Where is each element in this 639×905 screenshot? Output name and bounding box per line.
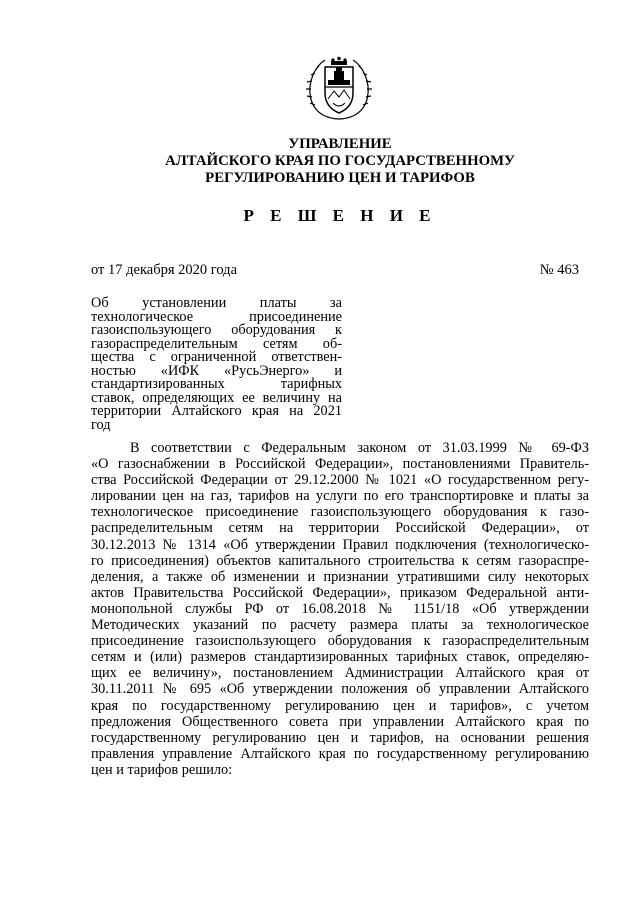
agency-heading-line-1: УПРАВЛЕНИЕ [288, 136, 392, 152]
paragraph-line: сетям и (или) размеров стандартизированных тарифных ставок, определяю- [91, 649, 589, 666]
subject-line: территории Алтайского края на 2021 [91, 403, 342, 419]
paragraph-line: «О газоснабжении в Российской Федерации», постановлениями Правитель- [91, 456, 589, 473]
paragraph-line: предложения Общественного совета при управлении Алтайского края по [91, 713, 589, 730]
subject-line: технологическое присоединение [91, 308, 342, 325]
decision-preamble [91, 440, 589, 778]
paragraph-line: актов Правительства Российской Федерации», приказом Федеральной анти- [91, 584, 589, 601]
subject-line: газоиспользующего оборудования к [91, 322, 342, 338]
paragraph-line: присоединение газоиспользующего оборудования к газораспределительным [91, 633, 589, 650]
paragraph-line: монопольной службы РФ от 16.08.2018 № 1151/18 «Об утверждении [91, 600, 589, 617]
coat-of-arms-icon [303, 53, 375, 123]
paragraph-line: технологическое присоединение газоиспользующего оборудования к газо- [91, 504, 589, 521]
agency-heading [60, 136, 620, 187]
subject-line: ностью «ИФК «РусьЭнерго» и [91, 362, 342, 379]
subject-line: стандартизированных тарифных [91, 376, 342, 392]
paragraph-line: цен и тарифов решило: [91, 761, 233, 778]
paragraph-line: го присоединения) объектов капитального строительства к сетям газораспре- [91, 552, 589, 569]
document-title: Р Е Ш Е Н И Е [243, 206, 437, 225]
document-number: № 463 [539, 262, 579, 278]
paragraph-line: Методических указаний по расчету размера платы за технологическое [91, 617, 589, 634]
paragraph-line: деления, а также об изменении и признании утратившими силу некоторых [91, 568, 589, 585]
paragraph-line: В соответствии с Федеральным законом от 31.03.1999 № 69-ФЗ [130, 440, 589, 456]
paragraph-line: 30.12.2013 № 1314 «Об утверждении Правил подключения (технологическо- [91, 536, 589, 553]
paragraph-line: края по государственному регулированию цен и тарифов», с учетом [91, 697, 589, 714]
subject-block [91, 297, 342, 432]
paragraph-line: распределительным сетям на территории Российской Федерации», от [91, 520, 589, 537]
subject-line: год [91, 416, 111, 433]
agency-heading-line-3: РЕГУЛИРОВАНИЮ ЦЕН И ТАРИФОВ [205, 170, 475, 186]
subject-line: Об установлении платы за [91, 295, 342, 311]
subject-line: ставок, определяющих ее величину на [91, 389, 342, 406]
paragraph-line: ства Российской Федерации от 29.12.2000 № 1021 «О государственном регу- [91, 472, 589, 489]
agency-heading-line-2: АЛТАЙСКОГО КРАЯ ПО ГОСУДАРСТВЕННОМУ [165, 153, 515, 169]
paragraph-line: правления управление Алтайского края по государственному регулированию [91, 745, 589, 762]
subject-line: газораспределительным сетям об- [91, 335, 342, 352]
paragraph-line: щих ее величину», постановлением Администрации Алтайского края от [91, 665, 589, 682]
paragraph-line: 30.11.2011 № 695 «Об утверждении положения об управлении Алтайского [91, 681, 589, 698]
paragraph-line: государственному регулированию цен и тарифов, на основании решения [91, 729, 589, 746]
subject-line: щества с ограниченной ответствен- [91, 349, 342, 365]
document-date: от 17 декабря 2020 года [91, 262, 237, 278]
paragraph-line: лировании цен на газ, тарифов на услуги по его транспортировке и платы за [91, 488, 589, 505]
